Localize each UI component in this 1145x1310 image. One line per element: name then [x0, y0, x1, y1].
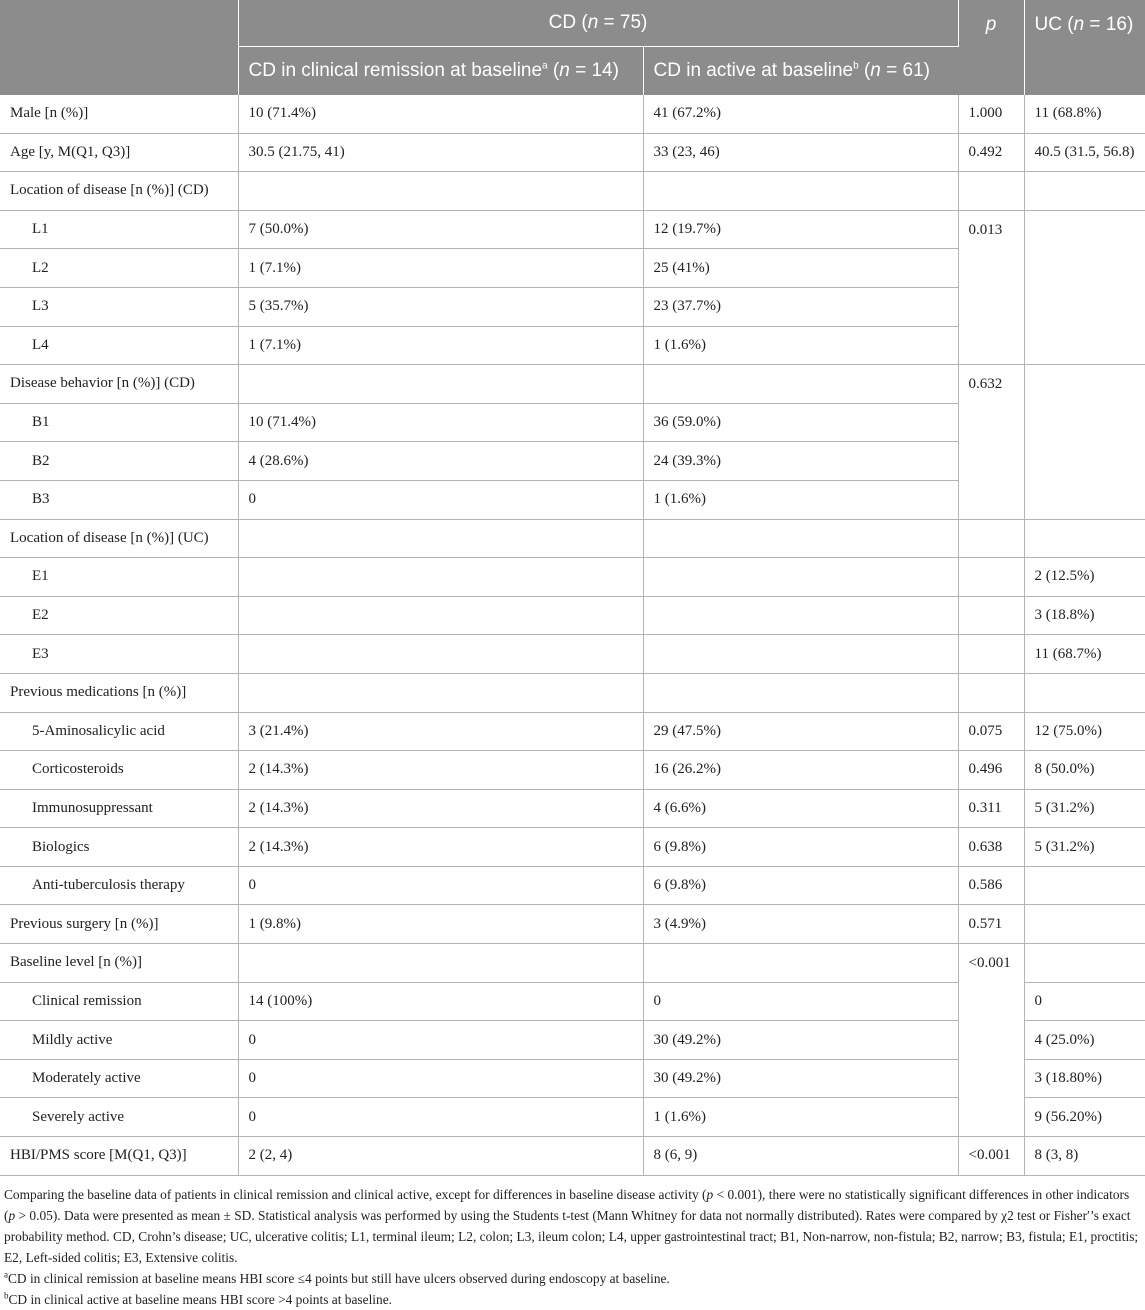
- row-label: Baseline level [n (%)]: [0, 944, 238, 983]
- row-label: Disease behavior [n (%)] (CD): [0, 365, 238, 404]
- row-label: L1: [0, 210, 238, 249]
- cell-p-value: 1.000: [958, 95, 1024, 133]
- cell-cd-remission: 2 (14.3%): [238, 789, 643, 828]
- footnote-b-text: CD in clinical active at baseline means HBI score >4 points at baseline.: [8, 1291, 392, 1307]
- cell-cd-remission: 0: [238, 866, 643, 905]
- table-row: [0, 210, 1145, 249]
- table-row: [0, 673, 1145, 712]
- cell-p-value: [958, 172, 1024, 211]
- header-p-label: p: [985, 14, 997, 35]
- row-label: Location of disease [n (%)] (CD): [0, 172, 238, 211]
- cell-uc: [1024, 519, 1145, 558]
- row-label: Biologics: [0, 828, 238, 867]
- header-uc-group: [1024, 0, 1145, 95]
- cell-uc: [1024, 365, 1145, 519]
- table-row: [0, 519, 1145, 558]
- table-row: [0, 365, 1145, 404]
- table-body: [0, 95, 1145, 1175]
- table-notes: [0, 1176, 1145, 1310]
- cell-p-value: 0.632: [958, 365, 1024, 519]
- cell-uc: [1024, 866, 1145, 905]
- header-uc-suffix: = 16): [1084, 14, 1134, 35]
- cell-p-value: [958, 558, 1024, 597]
- table-header: [0, 0, 1145, 95]
- cell-cd-active: 3 (4.9%): [643, 905, 958, 944]
- table-row: [0, 828, 1145, 867]
- cell-p-value: 0.571: [958, 905, 1024, 944]
- row-label: L4: [0, 326, 238, 365]
- cell-cd-remission: 0: [238, 1098, 643, 1137]
- cell-p-value: 0.311: [958, 789, 1024, 828]
- cell-cd-remission: 0: [238, 1021, 643, 1060]
- header-blank-cell: [0, 0, 238, 95]
- cell-uc: 11 (68.8%): [1024, 95, 1145, 133]
- footnote-a-text: CD in clinical remission at baseline means HBI score ≤4 points but still have ulcers observed during endoscopy at baseline.: [8, 1270, 670, 1286]
- cell-cd-remission: 1 (7.1%): [238, 326, 643, 365]
- header-cd-active-n: n: [870, 60, 881, 81]
- cell-p-value: 0.492: [958, 133, 1024, 172]
- cell-cd-active: 1 (1.6%): [643, 480, 958, 519]
- note-text-2: < 0.001), there were no statistically significant differences in other indicators (: [4, 1186, 1130, 1223]
- row-label: Clinical remission: [0, 982, 238, 1021]
- row-label: HBI/PMS score [M(Q1, Q3)]: [0, 1137, 238, 1176]
- cell-uc: [1024, 172, 1145, 211]
- cell-cd-remission: 0: [238, 480, 643, 519]
- table-row: [0, 635, 1145, 674]
- cell-cd-remission: [238, 365, 643, 404]
- cell-p-value: 0.638: [958, 828, 1024, 867]
- note-text-1: Comparing the baseline data of patients in clinical remission and clinical active, except for differences in baseline disease activity (: [4, 1186, 707, 1202]
- row-label: Corticosteroids: [0, 751, 238, 790]
- header-uc-prefix: UC (: [1034, 14, 1074, 35]
- cell-cd-remission: [238, 519, 643, 558]
- cell-cd-remission: 3 (21.4%): [238, 712, 643, 751]
- cell-p-value: 0.586: [958, 866, 1024, 905]
- cell-cd-active: [643, 365, 958, 404]
- header-p-value: [958, 0, 1024, 95]
- row-label: Severely active: [0, 1098, 238, 1137]
- cell-uc: 5 (31.2%): [1024, 828, 1145, 867]
- cell-uc: 4 (25.0%): [1024, 1021, 1145, 1060]
- header-cd-remission-n: n: [559, 60, 570, 81]
- cell-cd-active: [643, 558, 958, 597]
- cell-uc: 5 (31.2%): [1024, 789, 1145, 828]
- cell-cd-active: 29 (47.5%): [643, 712, 958, 751]
- cell-uc: [1024, 210, 1145, 364]
- table-row: [0, 172, 1145, 211]
- cell-cd-active: 8 (6, 9): [643, 1137, 958, 1176]
- header-cd-n: n: [587, 12, 599, 33]
- cell-cd-remission: 1 (7.1%): [238, 249, 643, 288]
- cell-cd-active: 24 (39.3%): [643, 442, 958, 481]
- row-label: Location of disease [n (%)] (UC): [0, 519, 238, 558]
- cell-uc: 8 (3, 8): [1024, 1137, 1145, 1176]
- table-row: [0, 905, 1145, 944]
- cell-uc: 9 (56.20%): [1024, 1098, 1145, 1137]
- cell-p-value: <0.001: [958, 1137, 1024, 1176]
- row-label: Immunosuppressant: [0, 789, 238, 828]
- cell-uc: [1024, 905, 1145, 944]
- row-label: Previous medications [n (%)]: [0, 673, 238, 712]
- table-row: [0, 558, 1145, 597]
- cell-cd-remission: [238, 635, 643, 674]
- cell-cd-remission: [238, 673, 643, 712]
- cell-cd-active: 16 (26.2%): [643, 751, 958, 790]
- cell-uc: 8 (50.0%): [1024, 751, 1145, 790]
- cell-cd-active: [643, 172, 958, 211]
- cell-cd-active: [643, 519, 958, 558]
- cell-uc: 40.5 (31.5, 56.8): [1024, 133, 1145, 172]
- cell-uc: 11 (68.7%): [1024, 635, 1145, 674]
- header-cd-suffix: = 75): [598, 12, 648, 33]
- cell-cd-remission: 2 (2, 4): [238, 1137, 643, 1176]
- note-text-3: > 0.05). Data were presented as mean ± SD. Statistical analysis was performed by using the Students t-test (Mann Whitney for data not normally distributed). Rates were compared by χ2 test or Fisher′’s exact probability method. CD, Crohn’s disease; UC, ulcerative colitis; L1, terminal ileum; L2, colon; L3, ileum colon; L4, upper gastrointestinal tract; B1, Non-narrow, non-fistula; B2, narrow; B3, fistula; E1, proctitis; E2, Left-sided colitis; E3, Extensive colitis.: [4, 1207, 1139, 1265]
- cell-cd-active: 1 (1.6%): [643, 326, 958, 365]
- cell-cd-remission: 0: [238, 1059, 643, 1098]
- row-label: E1: [0, 558, 238, 597]
- table-row: [0, 95, 1145, 133]
- table-row: [0, 751, 1145, 790]
- cell-cd-remission: 2 (14.3%): [238, 828, 643, 867]
- cell-cd-active: [643, 596, 958, 635]
- table-footnote-a: [4, 1268, 1141, 1289]
- cell-cd-active: 23 (37.7%): [643, 287, 958, 326]
- note-p-symbol-1: p: [706, 1186, 714, 1202]
- table-row: [0, 1137, 1145, 1176]
- cell-cd-active: 1 (1.6%): [643, 1098, 958, 1137]
- cell-cd-active: 36 (59.0%): [643, 403, 958, 442]
- cell-cd-active: [643, 635, 958, 674]
- row-label: Anti-tuberculosis therapy: [0, 866, 238, 905]
- cell-p-value: 0.013: [958, 210, 1024, 364]
- cell-cd-remission: 1 (9.8%): [238, 905, 643, 944]
- footnote-mark-a: a: [542, 60, 548, 72]
- cell-p-value: [958, 596, 1024, 635]
- cell-cd-active: 25 (41%): [643, 249, 958, 288]
- cell-cd-active: 6 (9.8%): [643, 828, 958, 867]
- row-label: E3: [0, 635, 238, 674]
- cell-cd-active: 12 (19.7%): [643, 210, 958, 249]
- cell-cd-active: 30 (49.2%): [643, 1059, 958, 1098]
- cell-cd-remission: 5 (35.7%): [238, 287, 643, 326]
- header-cd-active-label: CD in active at baseline: [653, 60, 854, 81]
- cell-cd-active: [643, 944, 958, 983]
- cell-cd-active: 0: [643, 982, 958, 1021]
- header-cd-group: [238, 0, 958, 47]
- cell-p-value: 0.496: [958, 751, 1024, 790]
- row-label: 5-Aminosalicylic acid: [0, 712, 238, 751]
- row-label: B2: [0, 442, 238, 481]
- table-row: [0, 866, 1145, 905]
- row-label: B1: [0, 403, 238, 442]
- cell-p-value: [958, 635, 1024, 674]
- table-row: [0, 596, 1145, 635]
- header-cd-remission-label: CD in clinical remission at baseline: [248, 60, 543, 81]
- cell-uc: [1024, 944, 1145, 983]
- footnote-mark-b: b: [853, 60, 859, 72]
- cell-cd-remission: [238, 172, 643, 211]
- header-cd-remission: [238, 47, 643, 96]
- cell-uc: 0: [1024, 982, 1145, 1021]
- header-cd-prefix: CD (: [548, 12, 588, 33]
- row-label: Age [y, M(Q1, Q3)]: [0, 133, 238, 172]
- cell-p-value: [958, 519, 1024, 558]
- row-label: L3: [0, 287, 238, 326]
- header-cd-remission-close: = 14): [569, 60, 619, 81]
- cell-cd-remission: 14 (100%): [238, 982, 643, 1021]
- header-cd-active-close: = 61): [880, 60, 930, 81]
- table-row: [0, 712, 1145, 751]
- cell-p-value: [958, 673, 1024, 712]
- header-cd-active-open: (: [858, 60, 871, 81]
- row-label: E2: [0, 596, 238, 635]
- cell-cd-remission: 10 (71.4%): [238, 95, 643, 133]
- cell-cd-remission: [238, 596, 643, 635]
- cell-cd-active: 6 (9.8%): [643, 866, 958, 905]
- row-label: Moderately active: [0, 1059, 238, 1098]
- row-label: L2: [0, 249, 238, 288]
- cell-uc: 3 (18.8%): [1024, 596, 1145, 635]
- cell-cd-active: 33 (23, 46): [643, 133, 958, 172]
- cell-cd-remission: 7 (50.0%): [238, 210, 643, 249]
- cell-cd-remission: [238, 944, 643, 983]
- row-label: Previous surgery [n (%)]: [0, 905, 238, 944]
- table-row: [0, 789, 1145, 828]
- table-footnote-b: [4, 1289, 1141, 1310]
- cell-cd-active: [643, 673, 958, 712]
- header-uc-n: n: [1073, 14, 1085, 35]
- footnote-a-mark: a: [4, 1269, 8, 1280]
- cell-cd-remission: 30.5 (21.75, 41): [238, 133, 643, 172]
- cell-cd-active: 30 (49.2%): [643, 1021, 958, 1060]
- cell-cd-active: 41 (67.2%): [643, 95, 958, 133]
- cell-uc: [1024, 673, 1145, 712]
- cell-p-value: <0.001: [958, 944, 1024, 1137]
- table-footnote-main: [4, 1184, 1141, 1268]
- row-label: Mildly active: [0, 1021, 238, 1060]
- footnote-b-mark: b: [4, 1290, 9, 1301]
- row-label: Male [n (%)]: [0, 95, 238, 133]
- table-row: [0, 944, 1145, 983]
- cell-uc: 2 (12.5%): [1024, 558, 1145, 597]
- note-p-symbol-2: p: [8, 1207, 16, 1223]
- row-label: B3: [0, 480, 238, 519]
- cell-uc: 12 (75.0%): [1024, 712, 1145, 751]
- cell-p-value: 0.075: [958, 712, 1024, 751]
- cell-cd-remission: 4 (28.6%): [238, 442, 643, 481]
- cell-cd-remission: [238, 558, 643, 597]
- cell-cd-active: 4 (6.6%): [643, 789, 958, 828]
- cell-cd-remission: 2 (14.3%): [238, 751, 643, 790]
- table-row: [0, 133, 1145, 172]
- cell-cd-remission: 10 (71.4%): [238, 403, 643, 442]
- header-cd-remission-open: (: [547, 60, 560, 81]
- header-cd-active: [643, 47, 958, 96]
- cell-uc: 3 (18.80%): [1024, 1059, 1145, 1098]
